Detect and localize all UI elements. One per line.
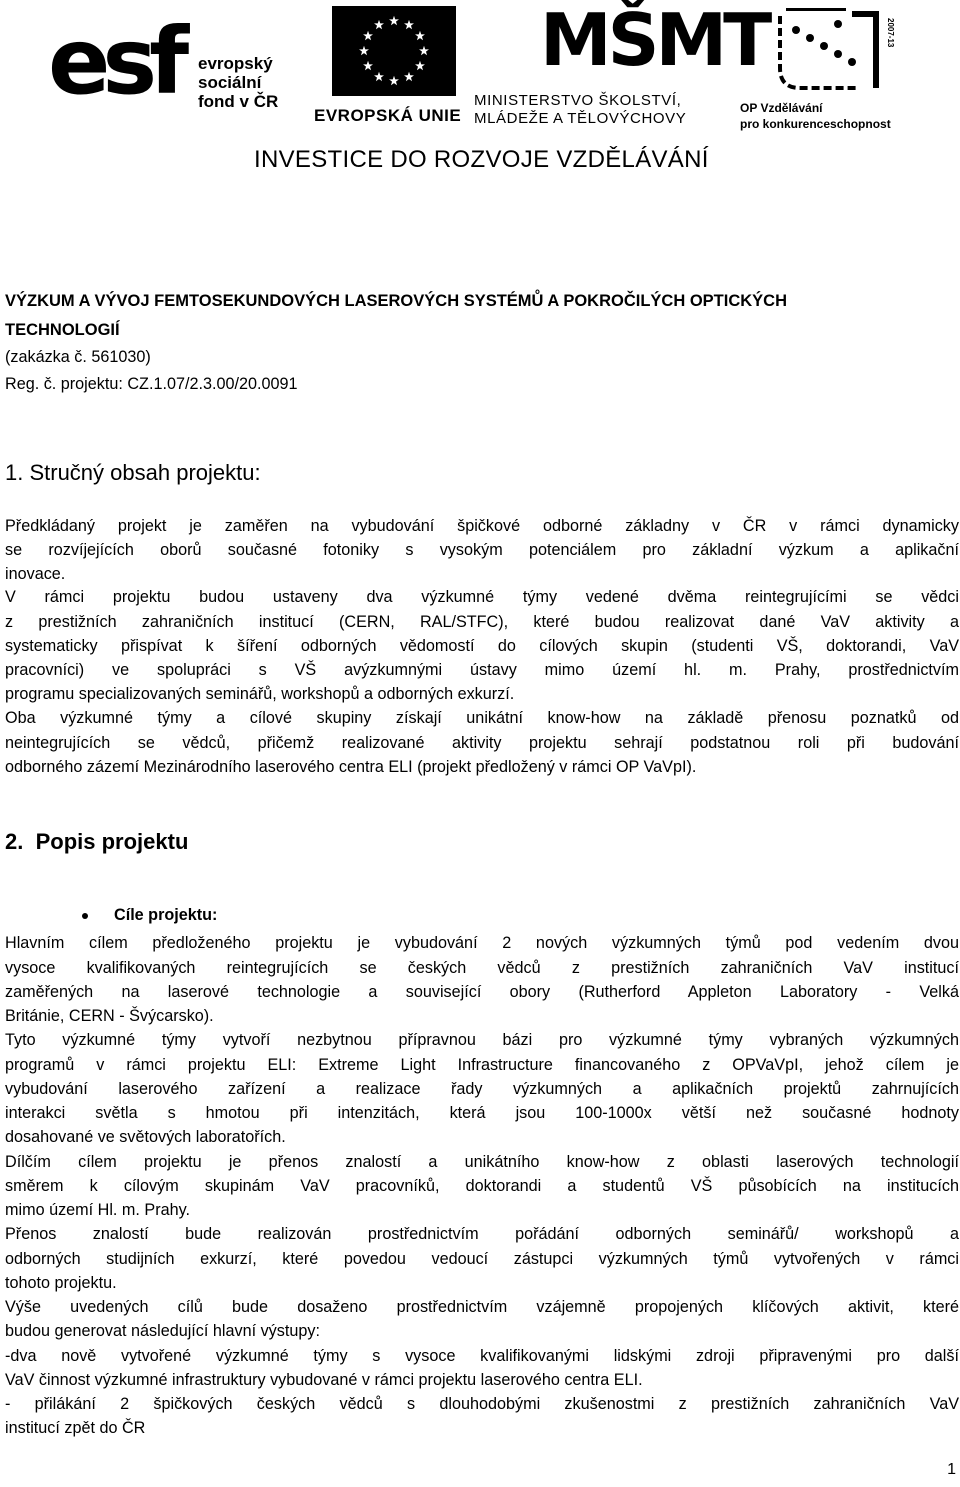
section-2-title: Popis projektu (35, 829, 189, 854)
s2-line: VaV činnost výzkumné infrastruktury vybudované v rámci projektu laserového centra ELI. (5, 1371, 643, 1389)
msmt-logo (474, 0, 769, 130)
esf-caption: evropský sociální fond v ČR (198, 54, 279, 111)
esf-mark: esf (48, 8, 182, 115)
eu-logo (314, 6, 464, 128)
s1-line: neintegrujících se vědců, přičemž realizované aktivity projektu sehrají podstatnou roli při budování (5, 734, 959, 752)
op-years: 2007-13 (886, 18, 895, 48)
section-2-heading (5, 829, 959, 855)
esf-logo (48, 10, 306, 126)
doc-title-line-2: TECHNOLOGIÍ (5, 321, 120, 339)
logo-bar (0, 0, 960, 185)
s2-line: tohoto projektu. (5, 1274, 117, 1292)
eu-stars-icon (332, 6, 456, 96)
s2-line: mimo území Hl. m. Prahy. (5, 1201, 190, 1219)
bullet-icon (82, 913, 88, 919)
registration-number: Reg. č. projektu: CZ.1.07/2.3.00/20.0091 (5, 375, 298, 393)
s2-line: Přenos znalostí bude realizován prostřednictvím pořádání odborných seminářů/ workshopů a (5, 1225, 959, 1243)
order-number: (zakázka č. 561030) (5, 348, 151, 366)
msmt-mark: MŠMT (540, 0, 769, 82)
eu-star-icon (389, 76, 399, 85)
s2-line: programů v rámci projektu ELI: Extreme Light Infrastructure financovaného z OPVaVpI, jehož cílem je (5, 1056, 959, 1074)
s2-line: Výše uvedených cílů bude dosaženo prostřednictvím vzájemně propojených klíčových aktivit, které (5, 1298, 959, 1316)
s2-line: -dva nově vytvořené výzkumné týmy s vysoce kvalifikovanými lidskými zdroji připravenými pro další (5, 1347, 959, 1365)
eu-star-icon (359, 46, 369, 55)
eu-star-icon (415, 61, 425, 70)
s1-line: z prestižních zahraničních institucí (CERN, RAL/STFC), které budou realizovat dané VaV aktivity a (5, 613, 959, 631)
s2-line: budou generovat následující hlavní výstupy: (5, 1322, 320, 1340)
eu-star-icon (363, 61, 373, 70)
s2-line: směrem k cílovým skupinám VaV pracovníků, doktorandi a studentů VŠ působících na institucích (5, 1177, 959, 1195)
s2-line: dosahované ve světových laboratořích. (5, 1128, 286, 1146)
bullet-label: Cíle projektu: (114, 906, 218, 924)
eu-star-icon (389, 16, 399, 25)
msmt-caption: MINISTERSTVO ŠKOLSTVÍ, MLÁDEŽE A TĚLOVÝCHOVY (474, 92, 687, 127)
s2-line: - přilákání 2 špičkových českých vědců s dlouhodobými zkušenostmi z prestižních zahraničních VaV (5, 1395, 959, 1413)
page-number: 1 (947, 1461, 956, 1478)
s1-line: Předkládaný projekt je zaměřen na vybudování špičkové odborné základny v ČR v rámci dynamicky (5, 517, 959, 535)
eu-star-icon (419, 46, 429, 55)
s2-line: Hlavním cílem předloženého projektu je vybudování 2 nových výzkumných týmů pod vedením dvou (5, 934, 959, 952)
eu-caption: EVROPSKÁ UNIE (314, 106, 462, 125)
eu-star-icon (374, 72, 384, 81)
s2-line: Británie, CERN - Švýcarsko). (5, 1007, 214, 1025)
tagline: INVESTICE DO ROZVOJE VZDĚLÁVÁNÍ (254, 146, 709, 173)
s2-line: vysoce kvalifikovaných reintegrujících se českých vědců z prestižních zahraničních VaV institucí (5, 959, 959, 977)
section-1-heading: 1. Stručný obsah projektu: (5, 460, 261, 485)
eu-star-icon (374, 20, 384, 29)
eu-flag (332, 6, 456, 96)
eu-star-icon (404, 72, 414, 81)
s2-line: zaměřených na laserové technologie a související obory (Rutherford Appleton Laboratory - Velká (5, 983, 959, 1001)
op-logo (740, 8, 910, 130)
eu-star-icon (363, 31, 373, 40)
section-2-number: 2. (5, 829, 24, 854)
doc-title-line-1: VÝZKUM A VÝVOJ FEMTOSEKUNDOVÝCH LASEROVÝCH SYSTÉMŮ A POKROČILÝCH OPTICKÝCH (5, 292, 787, 310)
s1-line: V rámci projektu budou ustaveny dva výzkumné týmy vedené dvěma reintegrujícími se vědci (5, 588, 959, 606)
s2-line: Dílčím cílem projektu je přenos znalostí a unikátního know-how z oblasti laserových technologií (5, 1153, 959, 1171)
s2-line: vybudování laserového zařízení a realizace řady výzkumných a aplikačních projektů zahrnujících (5, 1080, 959, 1098)
bullet-item (82, 906, 217, 925)
s1-line: pracovníci) ve spolupráci s VŠ avýzkumnými ústavy mimo území hl. m. Prahy, prostřednictvím (5, 661, 959, 679)
s1-line: se rozvíjejících oborů současné fotoniky s vysokým potenciálem pro základní výzkum a aplikační (5, 541, 959, 559)
s2-line: institucí zpět do ČR (5, 1419, 146, 1437)
s2-line: odborných studijních exkurzí, které povedou vedoucí zástupci výzkumných týmů vytvořených v rámci (5, 1250, 959, 1268)
s1-line: programu specializovaných seminářů, workshopů a odborných exkurzí. (5, 685, 515, 703)
s1-line: inovace. (5, 565, 66, 583)
s1-line: Oba výzkumné týmy a cílové skupiny získají unikátní know-how na základě přenosu poznatků od (5, 709, 959, 727)
op-caption: OP Vzdělávání pro konkurenceschopnost (740, 101, 891, 131)
s1-line: systematicky přispívat k šíření odborných vědomostí do cílových skupin (studenti VŠ, doktorandi, VaV (5, 637, 959, 655)
op-emblem-icon (776, 8, 896, 94)
s2-line: interakci světla s hmotou při intenzitách, která jsou 100-1000x větší než současné hodnoty (5, 1104, 959, 1122)
s2-line: Tyto výzkumné týmy vytvoří nezbytnou přípravnou bázi pro výzkumné týmy vybraných výzkumných (5, 1031, 959, 1049)
eu-star-icon (404, 20, 414, 29)
s1-line: odborného zázemí Mezinárodního laserového centra ELI (projekt předložený v rámci OP VaVpI). (5, 758, 697, 776)
eu-star-icon (415, 31, 425, 40)
